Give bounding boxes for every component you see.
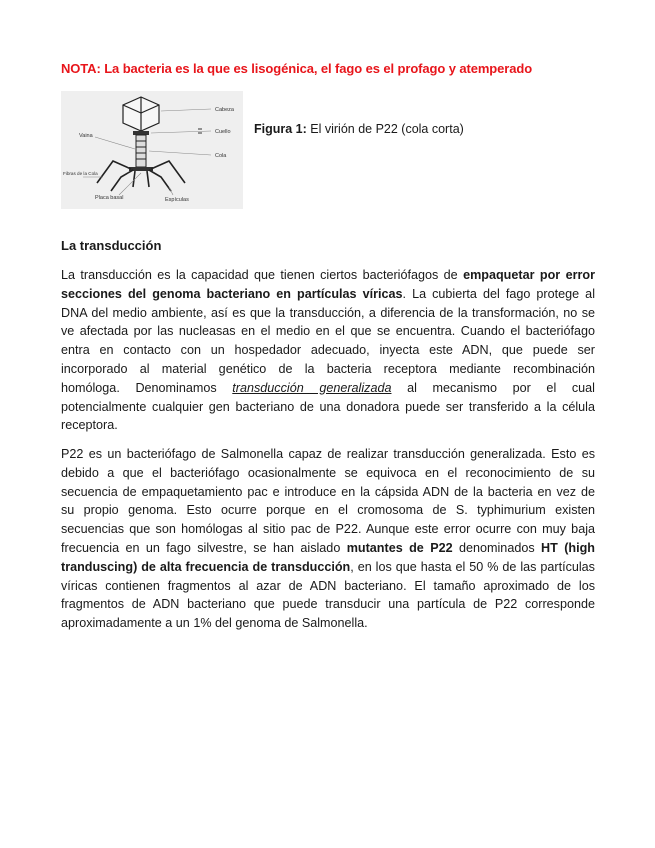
paragraph-1: [61, 266, 595, 435]
label-cola: Cola: [215, 153, 227, 159]
para1-line: ve afectada por las nucleasas en el medio en el que se encuentra. Cuando el bacteriófago: [61, 324, 595, 339]
caption-label: Figura 1:: [254, 122, 307, 136]
phage-tail-shape: [136, 135, 146, 167]
label-cuello: Cuello: [215, 129, 231, 135]
para1-line: potencialmente cualquier gen bacteriano de una donadora puede ser transferido a la célula: [61, 399, 595, 414]
section-heading: La transducción: [61, 238, 162, 253]
para2-line: debido a que el bacteriófago ocasionalmente se equivoca en el reconocimiento de su: [61, 465, 595, 480]
phage-head-shape: [123, 97, 159, 131]
para1-line: secciones del genoma bacteriano en partículas víricas. La cubierta del fago protege al: [61, 286, 595, 301]
phage-diagram: [61, 91, 243, 209]
caption-text: El virión de P22 (cola corta): [306, 122, 464, 136]
paragraph-2: [61, 445, 595, 633]
red-note: NOTA: La bacteria es la que es lisogénica, el fago es el profago y atemperado: [61, 61, 533, 76]
para1-line: DNA del medio ambiente, así es que la transducción, a diferencia de la transformación, no se: [61, 305, 595, 320]
para1-line: La transducción es la capacidad que tienen ciertos bacteriófagos de empaquetar por error: [61, 268, 595, 282]
phage-neck-shape: [133, 131, 149, 135]
para2-line: frecuencia en un fago silvestre, se han aislado mutantes de P22 denominados HT (high: [61, 540, 595, 555]
para2-line: secuencia de empaquetamiento pac e introduce en la cápsida ADN de la bacteria en vez de: [61, 484, 595, 499]
para2-line: tranduscing) de alta frecuencia de transducción, en los que hasta el 50 % de las partículas: [61, 559, 595, 574]
label-vaina: Vaina: [79, 133, 93, 139]
label-espiculas: Espículas: [165, 197, 189, 203]
para2-line: P22 es un bacteriófago de Salmonella capaz de realizar transducción generalizada. Esto es: [61, 447, 595, 461]
para2-line: víricas contienen fragmentos al azar de ADN bacteriano. El tamaño aproximado de los: [61, 578, 595, 593]
term-transduccion-generalizada: transducción generalizada: [232, 380, 392, 395]
para2-line: secuencias que son homólogas al sitio pac de P22. Aunque este error ocurre con muy baja: [61, 522, 595, 537]
para1-line: entra en contacto con un hospedador adecuado, inyecta este ADN, que puede ser: [61, 343, 595, 358]
figure-caption: [254, 122, 464, 136]
para2-line: fragmentos de ADN bacteriano que puede transducir una partícula de P22 corresponde: [61, 597, 595, 612]
para2-line: aproximadamente a un 1% del genoma de Salmonella.: [61, 616, 368, 631]
para1-line: incorporado al material genético de la bacteria receptora mediante recombinación: [61, 361, 595, 376]
para1-line: homóloga. Denominamos transducción generalizada al mecanismo por el cual: [61, 380, 595, 395]
para2-line: su propio genoma. Esto ocurre porque en el cromosoma de S. typhimurium existen: [61, 503, 595, 518]
para1-line: receptora.: [61, 418, 118, 433]
label-placa-basal: Placa basal: [95, 195, 124, 201]
label-fibras: Fibras de la Cola: [63, 171, 98, 176]
label-cabeza: Cabeza: [215, 107, 234, 113]
